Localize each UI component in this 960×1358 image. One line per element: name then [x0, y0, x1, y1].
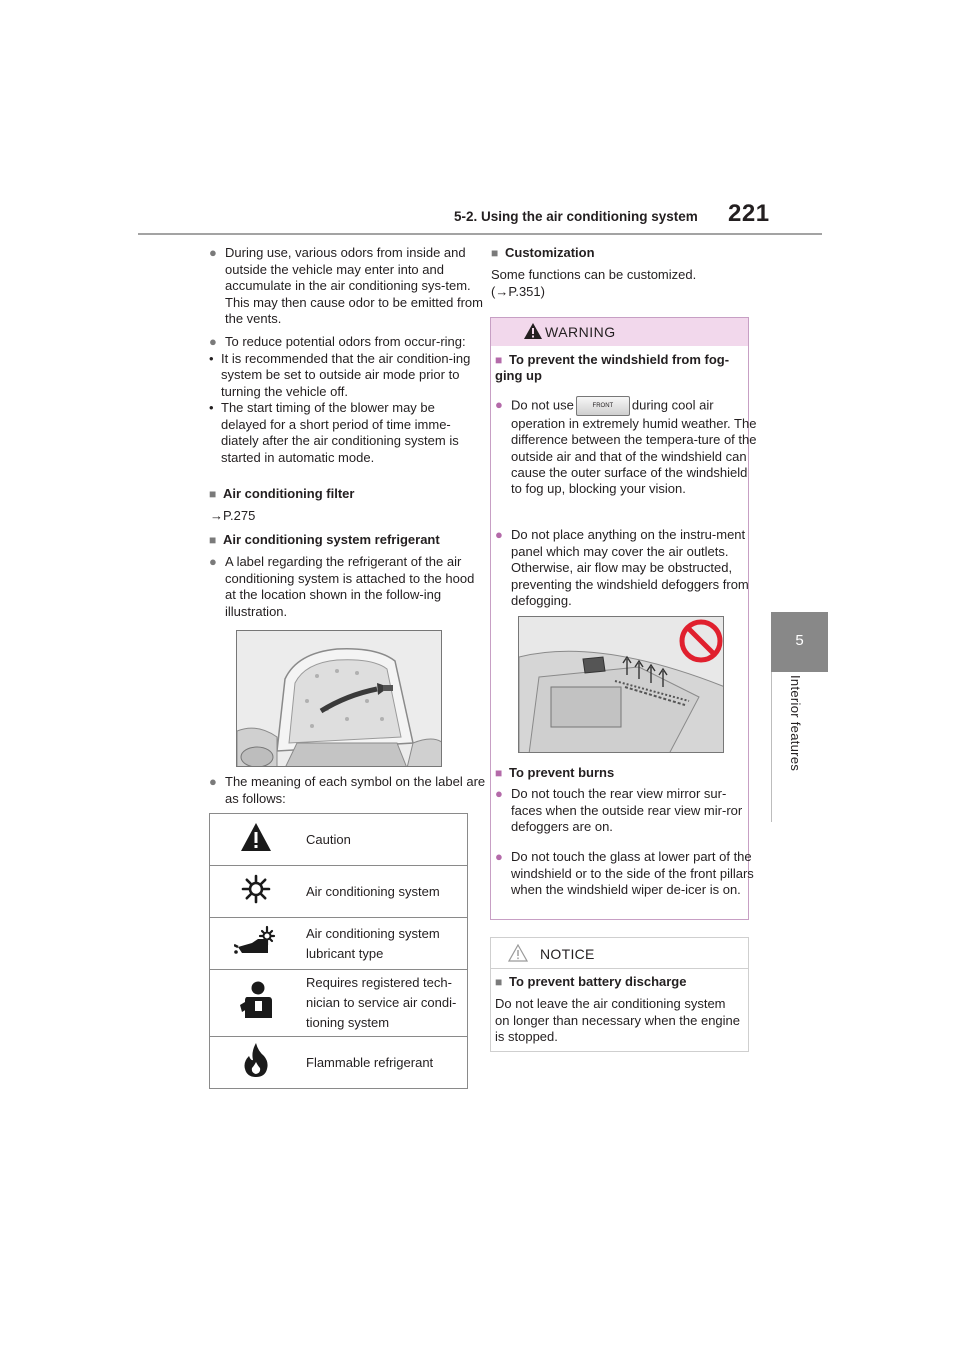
warning-title: WARNING [545, 324, 616, 340]
odor-bullet: ● During use, various odors from inside and outside the vehicle may enter into and accumulate in the air conditioning sys-tem. This may then cause odor to be emitted from the vents. [209, 245, 483, 326]
battery-heading: ■ To prevent battery discharge [495, 974, 687, 989]
dashboard-vent-illustration [519, 617, 724, 753]
reduce-odor-block: ● To reduce potential odors from occur-ring: • It is recommended that the air condition-ing system be set to outside air mode prior to turning the vehicle off. • The start timing of the blower may be delayed for a short period of time imme-diately after the air conditioning system is started in automatic mode. [209, 334, 471, 465]
notice-triangle-icon [508, 944, 528, 962]
burn-heading: ■ To prevent burns [495, 765, 615, 780]
label-bullet: ● A label regarding the refrigerant of the air conditioning system is attached to the hood at the location shown in the follow-ing illustration. [209, 554, 475, 619]
symbol-caption: Caution [302, 814, 468, 866]
page-number: 221 [728, 200, 770, 227]
refrigerant-heading: ■ Air conditioning system refrigerant [209, 532, 440, 547]
bullet-dot: ● [495, 849, 503, 864]
meaning-bullet: ● The meaning of each symbol on the label are as follows: [209, 774, 486, 806]
square-marker: ■ [491, 246, 499, 260]
fog-heading: ■ To prevent the windshield from fog-ging up [495, 352, 730, 383]
table-row [210, 918, 468, 970]
table-row [210, 1037, 468, 1089]
dashboard-illustration [518, 616, 724, 753]
chapter-tab [771, 612, 828, 672]
front-defogger-button-icon: FRONT [576, 396, 630, 416]
symbol-caption: Air conditioning system [302, 866, 468, 918]
technician-icon [239, 981, 273, 1019]
burn-bullet-2: ● Do not touch the glass at lower part of the windshield or to the side of the front pillars when the windshield wiper de-icer is on. [495, 849, 754, 897]
oil-can-icon [234, 925, 278, 957]
arrow-icon: → [210, 508, 223, 523]
table-row [210, 970, 468, 1037]
customization-ref[interactable]: P.351) [508, 283, 545, 299]
car-hood-illustration [237, 631, 442, 767]
customization-heading: ■ Customization [491, 245, 595, 260]
square-marker: ■ [495, 766, 503, 780]
snowflake-sun-icon [241, 874, 271, 904]
warning-box [490, 317, 757, 920]
header-rule [138, 233, 822, 235]
bullet-dot: ● [209, 334, 217, 349]
label-symbol-table [209, 813, 468, 1089]
table-row [210, 814, 468, 866]
chapter-label: Interior features [788, 675, 803, 772]
reduce-sub-item: • The start timing of the blower may be delayed for a short period of time imme-diately after the air conditioning system is started in automatic mode. [209, 400, 459, 465]
burn-bullet-1: ● Do not touch the rear view mirror sur-faces when the outside rear view mir-ror defoggers are on. [495, 786, 743, 834]
symbol-caption: Requires registered tech-nician to service air condi-tioning system [302, 970, 468, 1037]
bullet-dot: ● [495, 786, 503, 801]
customization-text: Some functions can be customized. (→P.351) [491, 267, 697, 299]
arrow-icon: → [495, 283, 509, 299]
filter-ref[interactable]: →P.275 [210, 508, 256, 523]
chapter-number: 5 [795, 632, 804, 649]
reduce-sub-item: • It is recommended that the air condition-ing system be set to outside air mode prior to turning the vehicle off. [209, 350, 471, 399]
filter-heading: ■ Air conditioning filter [209, 486, 355, 501]
fog-bullet-1: ● Do not use FRONT during cool air operation in extremely humid weather. The difference between the tempera-ture of the outside air and that of the windshield can cause the outer surface of the windshield to fog up, blocking your vision. [495, 397, 757, 497]
bullet-dot: ● [209, 774, 217, 789]
square-marker: ■ [209, 487, 217, 501]
notice-header [491, 938, 748, 969]
symbol-caption: Flammable refrigerant [302, 1037, 468, 1089]
bullet-dot: ● [209, 554, 217, 569]
table-row [210, 866, 468, 918]
battery-text: Do not leave the air conditioning system on longer than necessary when the engine is stopped. [495, 996, 741, 1044]
section-title: 5-2. Using the air conditioning system [454, 209, 698, 224]
flame-icon [243, 1042, 269, 1078]
warning-header [491, 318, 748, 346]
chapter-rule [771, 672, 772, 822]
symbol-caption: Air conditioning system lubricant type [302, 918, 468, 970]
bullet-dot: ● [495, 527, 503, 542]
warning-triangle-icon [523, 322, 543, 340]
bullet-dot: ● [495, 397, 503, 413]
fog-bullet-2: ● Do not place anything on the instru-ment panel which may cover the air outlets. Otherwise, air flow may be obstructed, preventing the windshield defoggers from defogging. [495, 527, 749, 608]
square-marker: ■ [495, 975, 503, 989]
bullet-dot: ● [209, 245, 217, 260]
notice-title: NOTICE [540, 946, 595, 962]
square-marker: ■ [209, 533, 217, 547]
square-marker: ■ [495, 353, 503, 367]
notice-box [490, 937, 749, 1052]
hood-label-illustration [236, 630, 442, 767]
caution-triangle-icon [240, 822, 272, 852]
